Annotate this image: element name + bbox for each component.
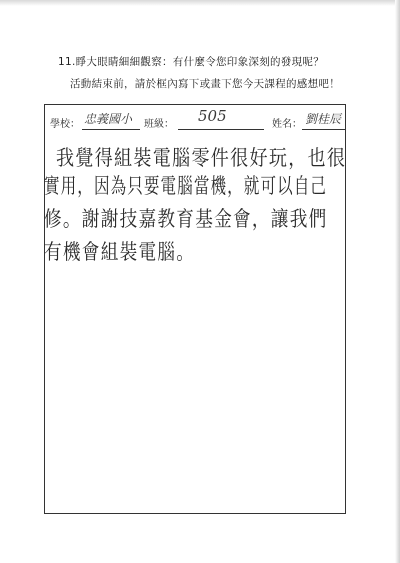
handwriting-line-2: 實用，因為只要電腦當機，就可以自己 — [44, 174, 328, 198]
handwriting-line-3: 修。謝謝技嘉教育基金會，讓我們 — [44, 207, 328, 231]
class-label: 班級： — [144, 119, 174, 130]
name-label: 姓名： — [272, 119, 302, 130]
scan-edge-top — [0, 0, 400, 6]
question-prompt: 11.睜大眼睛細細觀察：有什麼令您印象深刻的發現呢？ — [58, 56, 324, 68]
class-value: 505 — [198, 107, 227, 125]
instruction-text: 活動結束前，請於框內寫下或畫下您今天課程的感想吧！ — [70, 78, 340, 90]
class-underline — [178, 129, 264, 130]
scan-edge-right — [395, 0, 400, 563]
school-label: 學校： — [50, 119, 80, 130]
name-value: 劉桂辰 — [305, 112, 342, 126]
name-underline — [302, 129, 346, 130]
school-underline — [82, 129, 140, 130]
school-value: 忠義國小 — [84, 112, 133, 126]
handwriting-line-4: 有機會組裝電腦。 — [44, 240, 196, 264]
handwriting-line-1: 我覺得組裝電腦零件很好玩，也很 — [56, 146, 347, 170]
